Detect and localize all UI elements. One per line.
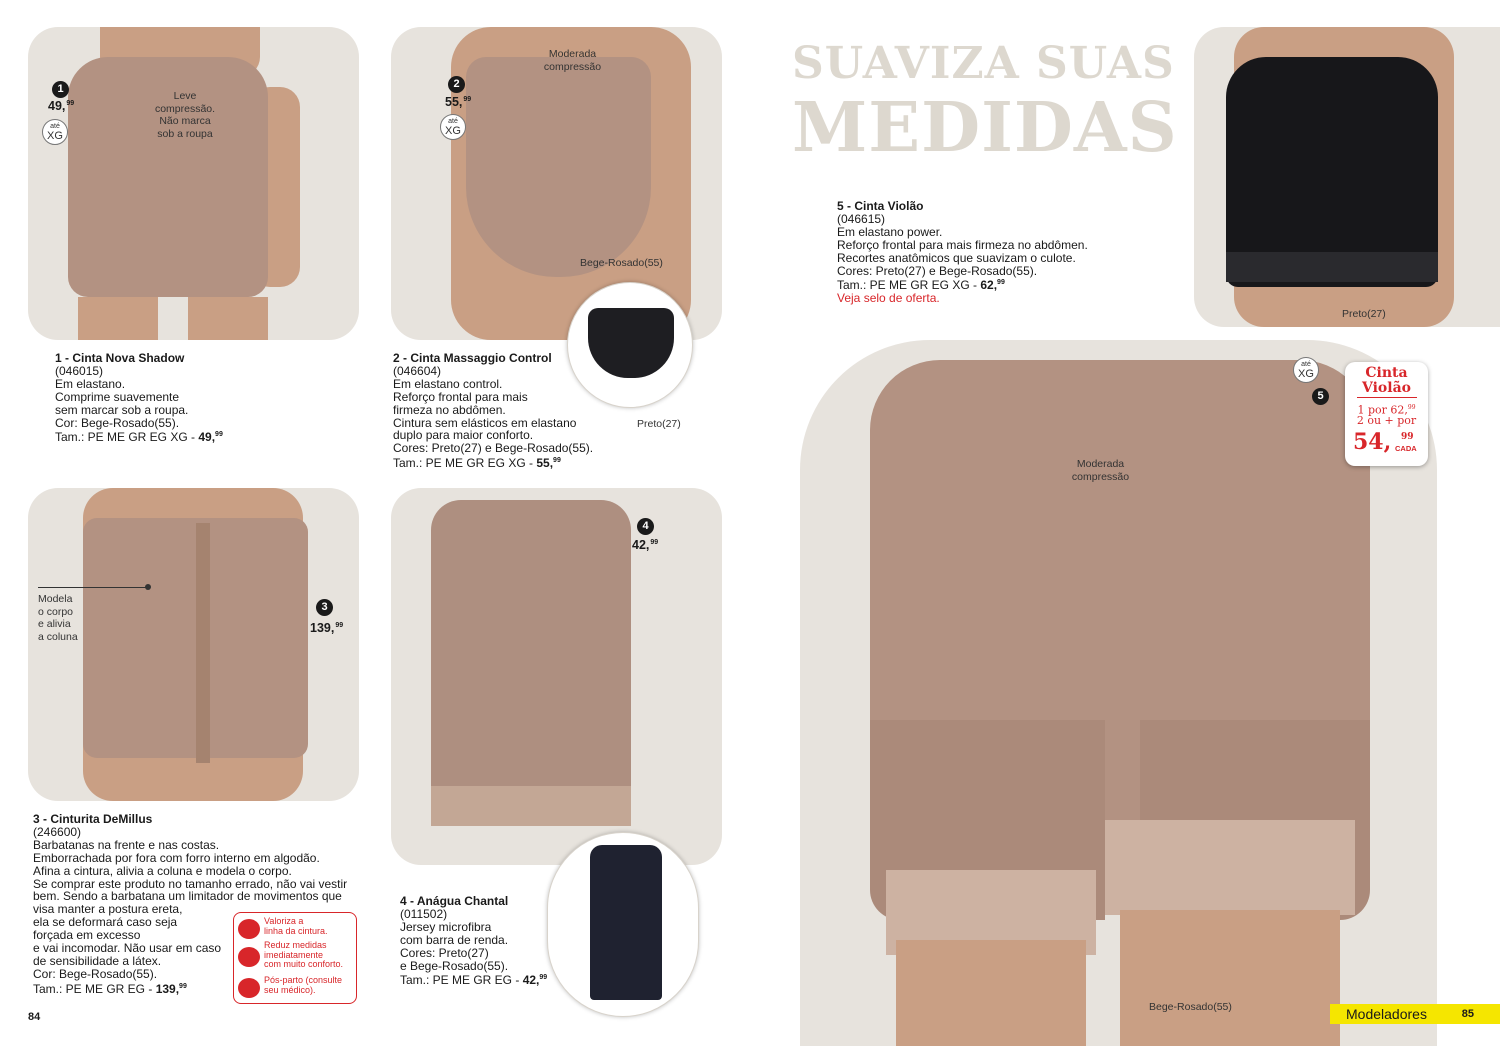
product-5-main-photo: [800, 340, 1437, 1046]
product-1-code: (046015): [55, 363, 104, 378]
section-label: Modeladores: [1346, 1006, 1427, 1022]
benefits-box: Valoriza a linha da cintura. Reduz medidas imediatamente com muito conforto. Pós-parto (consulte seu médico).: [233, 912, 357, 1004]
product-5-title: 5 - Cinta Violão: [837, 199, 924, 213]
page-number-right: 85: [1461, 1008, 1474, 1020]
product-3-photo-price: 139,99: [310, 621, 344, 635]
postpartum-icon: [238, 978, 260, 998]
product-4-description: 4 - Anágua Chantal (011502) Jersey microfibra com barra de renda. Cores: Preto(27) e Bege-Rosado(55). Tam.: PE ME GR EG - 42,99: [400, 894, 548, 988]
pointer-line: [38, 587, 148, 588]
product-1-sizes-price: Tam.: PE ME GR EG XG - 49,99: [55, 430, 223, 445]
product-2-sizes-price: Tam.: PE ME GR EG XG - 55,99: [393, 456, 561, 471]
offer-seal-multi: 2 ou + por: [1356, 414, 1417, 427]
headline-line-1: SUAVIZA SUAS: [792, 38, 1175, 89]
product-3-code: (246600): [33, 824, 82, 839]
product-5-black-photo: [1194, 27, 1500, 327]
product-1-photo-price: 49,99: [48, 99, 75, 113]
pointer-dot: [145, 584, 151, 590]
size-badge: até XG: [42, 119, 68, 145]
body-measure-icon: [238, 947, 260, 967]
product-4-inset-photo: [547, 832, 699, 1017]
product-1-photo-note: Leve compressão. Não marca sob a roupa: [154, 90, 216, 140]
product-1-description: 1 - Cinta Nova Shadow (046015) Em elastano. Comprime suavemente sem marcar sob a roupa. Cor: Bege-Rosado(55). Tam.: PE ME GR EG XG - 49,99: [55, 351, 223, 445]
product-2-description: 2 - Cinta Massaggio Control (046604) Em elastano control. Reforço frontal para mais firmeza no abdômen. Cintura sem elásticos em elastano duplo para maior conforto. Cores: Preto(27) e Bege-Rosado(55). Tam.: PE ME GR EG XG - 55,99: [393, 351, 594, 471]
headline-line-2: MEDIDAS: [792, 88, 1178, 168]
product-2-photo-price: 55,99: [445, 95, 472, 109]
product-5-inset-caption: Preto(27): [1342, 308, 1386, 320]
product-4-title: 4 - Anágua Chantal: [400, 894, 509, 908]
size-badge: até XG: [440, 114, 466, 140]
product-5-description: 5 - Cinta Violão (046615) Em elastano power. Reforço frontal para mais firmeza no abdômen. Recortes anatômicos que suavizam o culote. Cores: Preto(27) e Bege-Rosado(55). Tam.: PE ME GR EG XG - 62,99 Veja selo de oferta.: [837, 199, 1088, 306]
offer-seal: [1345, 362, 1428, 466]
offer-seal-single: 1 por 62,99: [1357, 403, 1416, 417]
offer-seal-price: 54,: [1353, 429, 1392, 455]
size-badge: até XG: [1293, 357, 1319, 383]
product-1-title: 1 - Cinta Nova Shadow: [55, 351, 185, 365]
product-5-photo-note: Moderada compressão: [1071, 458, 1130, 483]
product-4-number: 4: [637, 518, 654, 535]
product-2-code: (046604): [393, 363, 442, 378]
offer-seal-title: Cinta Violão: [1362, 365, 1411, 396]
product-3-title: 3 - Cinturita DeMillus: [33, 812, 153, 826]
offer-note: Veja selo de oferta.: [837, 291, 940, 306]
section-bar: [1330, 1004, 1500, 1024]
product-5-number: 5: [1312, 388, 1329, 405]
product-3-photo-note: Modela o corpo e alivia a coluna: [38, 593, 78, 643]
product-2-inset-caption: Preto(27): [637, 418, 681, 430]
product-2-photo-note: Moderada compressão: [543, 48, 602, 73]
product-5-code: (046615): [837, 211, 886, 226]
product-3-photo: [28, 488, 359, 801]
page-number-left: 84: [28, 1011, 41, 1023]
product-2-photo: [391, 27, 722, 340]
product-3-number: 3: [316, 599, 333, 616]
product-1-number: 1: [52, 81, 69, 98]
product-5-color-caption: Bege-Rosado(55): [1149, 1001, 1232, 1013]
product-3-sizes-price: Tam.: PE ME GR EG - 139,99: [33, 981, 187, 996]
product-2-number: 2: [448, 76, 465, 93]
product-4-photo: [391, 488, 722, 865]
product-2-color-caption: Bege-Rosado(55): [580, 257, 663, 269]
offer-seal-divider: [1357, 397, 1417, 398]
product-1-photo: [28, 27, 359, 340]
product-4-photo-price: 42,99: [632, 538, 659, 552]
offer-seal-unit: CADA: [1395, 444, 1417, 453]
product-4-sizes-price: Tam.: PE ME GR EG - 42,99: [400, 973, 548, 988]
waist-icon: [238, 919, 260, 939]
product-5-sizes-price: Tam.: PE ME GR EG XG - 62,99: [837, 278, 1005, 293]
product-2-title: 2 - Cinta Massaggio Control: [393, 351, 552, 365]
offer-seal-cents: 99: [1401, 432, 1414, 442]
product-4-code: (011502): [400, 906, 448, 921]
product-3-description: 3 - Cinturita DeMillus (246600) Barbatanas na frente e nas costas. Emborrachada por fora com forro interno em algodão. Afina a cintura, alivia a coluna e modela o corpo. Se comprar este produto no tamanho errado, não vai vestir bem. Sendo a barbatana um limitador de movimentos que visa manter a postura ereta, ela se deformará caso seja forçada em excesso e vai incomodar. Não usar em caso de sensibilidade a látex. Cor: Bege-Rosado(55). Tam.: PE ME GR EG - 139,99: [33, 812, 348, 996]
